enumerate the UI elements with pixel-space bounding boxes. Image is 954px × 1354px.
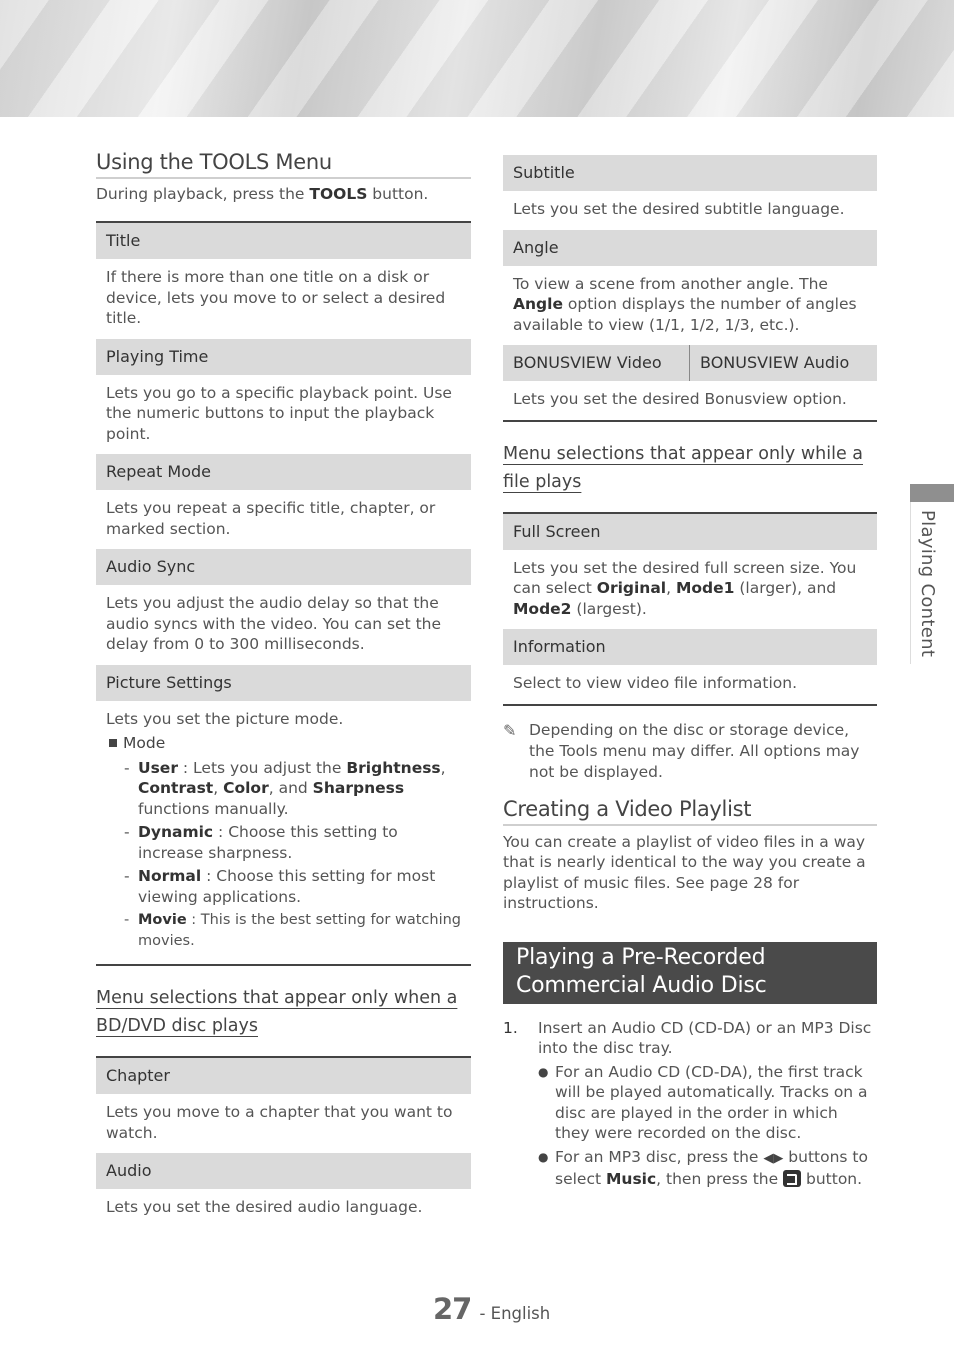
option-playing-time-label: Playing Time [96, 339, 471, 375]
option-angle-label: Angle [503, 230, 877, 266]
audio-disc-section-title: Playing a Pre-Recorded Commercial Audio Disc [503, 942, 877, 1004]
audio-disc-steps [503, 1018, 877, 1190]
left-right-arrows-icon: ◀▶ [763, 1150, 784, 1166]
mode-dynamic: - Dynamic : Choose this setting to increase sharpness. [106, 822, 461, 863]
option-chapter-label: Chapter [96, 1058, 471, 1094]
option-information-desc: Select to view video file information. [513, 674, 798, 692]
option-subtitle-desc: Lets you set the desired subtitle language. [513, 200, 845, 218]
bd-dvd-subheading: Menu selections that appear only when a BD/DVD disc plays [96, 988, 458, 1036]
bd-dvd-subheading-wrap [96, 984, 471, 1040]
option-repeat-mode-label: Repeat Mode [96, 454, 471, 490]
bonusview-video-label: BONUSVIEW Video [503, 345, 690, 381]
page-language: - English [479, 1304, 551, 1323]
file-subheading: Menu selections that appear only while a file plays [503, 443, 863, 492]
bullet-audio-cd: ● For an Audio CD (CD-DA), the first track will be played automatically. Tracks on a disc are played in the order in which they were recorded on the disc. [538, 1062, 877, 1144]
note-pencil-icon: ✎ [503, 720, 517, 740]
option-audio-label: Audio [96, 1153, 471, 1189]
tools-options-table [96, 221, 471, 966]
file-subheading-wrap [503, 440, 877, 496]
bonusview-audio-label: BONUSVIEW Audio [700, 353, 850, 372]
bullet-mp3: ● For an MP3 disc, press the ◀▶ buttons to select Music, then press the button. [538, 1147, 877, 1190]
option-information-label: Information [503, 629, 877, 665]
option-angle-desc: To view a scene from another angle. The Angle option displays the number of angles available to view (1/1, 1/2, 1/3, etc.). [513, 274, 857, 334]
mode-movie: - Movie : This is the best setting for watching movies. [106, 910, 461, 951]
option-repeat-mode-desc: Lets you repeat a specific title, chapter, or marked section. [106, 499, 436, 538]
mode-list [106, 758, 461, 952]
video-playlist-text: You can create a playlist of video files in a way that is nearly identical to the way you create a playlist of music files. See page 28 for instructions. [503, 832, 866, 912]
enter-button-icon [783, 1170, 801, 1187]
step-1-text: Insert an Audio CD (CD-DA) or an MP3 Disc into the disc tray. [538, 1018, 872, 1057]
option-audio-sync-label: Audio Sync [96, 549, 471, 585]
option-audio-desc: Lets you set the desired audio language. [106, 1198, 423, 1216]
step-1 [503, 1018, 877, 1190]
page-number: 27 [433, 1292, 472, 1326]
picture-settings-text: Lets you set the picture mode. [106, 709, 344, 728]
header-banner [0, 0, 954, 117]
square-bullet-icon [109, 739, 117, 747]
option-title-desc: If there is more than one title on a disk or device, lets you move to or select a desired title. [106, 268, 446, 327]
tools-lead: During playback, press the TOOLS button. [96, 185, 429, 203]
option-audio-sync-desc: Lets you adjust the audio delay so that the audio syncs with the video. You can set the delay from 0 to 300 milliseconds. [106, 594, 442, 653]
video-playlist-heading: Creating a Video Playlist [503, 797, 877, 826]
file-options-table [503, 512, 877, 706]
option-playing-time-desc: Lets you go to a specific playback point. Use the numeric buttons to input the playback point. [106, 383, 452, 443]
option-picture-settings-label: Picture Settings [96, 665, 471, 701]
side-divider [910, 484, 911, 664]
mode-label: Mode [106, 733, 461, 754]
bd-dvd-options-table [96, 1056, 471, 1228]
option-bonusview-desc: Lets you set the desired Bonusview option. [513, 390, 847, 408]
page-footer [433, 1292, 550, 1326]
right-column [503, 155, 877, 1193]
option-title-label: Title [96, 223, 471, 259]
continued-options-table [503, 155, 877, 422]
side-tab-label: Playing Content [917, 510, 938, 658]
step-number: 1. [503, 1018, 518, 1037]
left-column [96, 150, 471, 1228]
side-tab-marker [910, 484, 954, 502]
option-picture-settings-desc [96, 701, 471, 965]
option-bonusview-label [503, 345, 877, 381]
option-full-screen-desc: Lets you set the desired full screen size. You can select Original, Mode1 (larger), and Mode2 (largest). [513, 558, 857, 618]
option-full-screen-label: Full Screen [503, 514, 877, 550]
mode-normal: - Normal : Choose this setting for most viewing applications. [106, 866, 461, 907]
tools-note: ✎ Depending on the disc or storage device, the Tools menu may differ. All options may not be displayed. [503, 720, 860, 781]
step-1-bullets [538, 1062, 877, 1190]
mode-user: - User : Lets you adjust the Brightness, Contrast, Color, and Sharpness functions manually. [106, 758, 461, 820]
tools-menu-heading: Using the TOOLS Menu [96, 150, 471, 179]
option-subtitle-label: Subtitle [503, 155, 877, 191]
option-chapter-desc: Lets you move to a chapter that you want to watch. [106, 1103, 453, 1142]
